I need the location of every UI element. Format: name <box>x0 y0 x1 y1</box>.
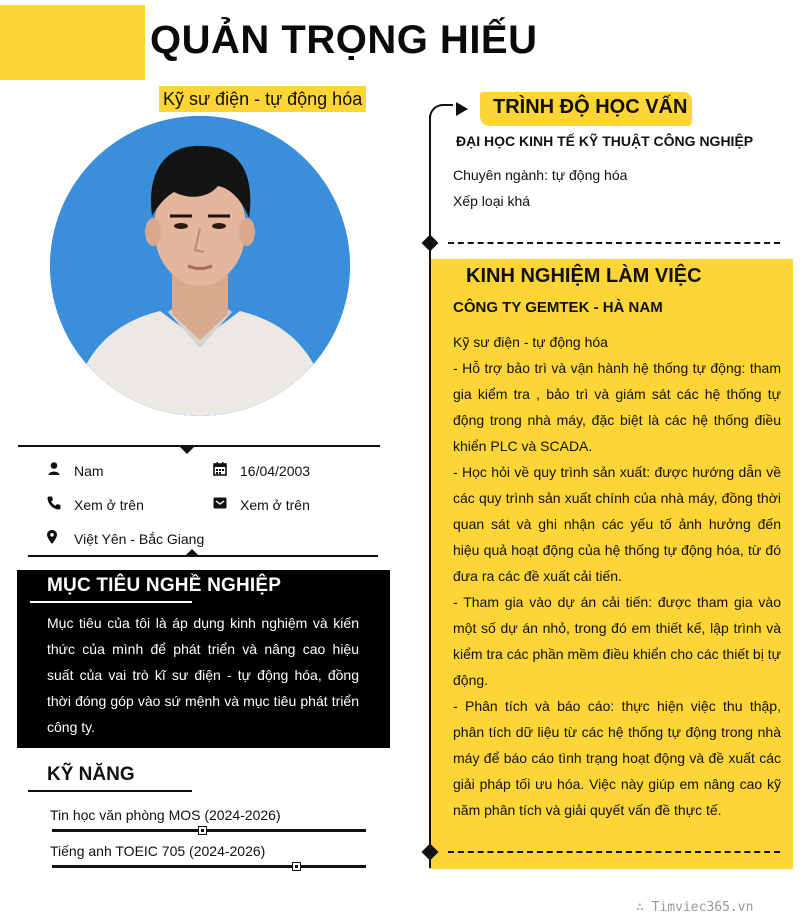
experience-bullet: - Tham gia vào dự án cải tiến: được tham gia vào một số dự án nhỏ, trong đó em thiết kế, lập trình và kiểm tra các phần mềm điều khiển cho các thiết bị tự động. <box>453 594 781 688</box>
timeline-diamond <box>422 235 439 252</box>
address-row <box>44 529 60 550</box>
birthday-row <box>212 461 228 482</box>
skill-label: Tiếng anh TOEIC 705 (2024-2026) <box>50 843 266 859</box>
gender-row <box>46 461 62 482</box>
gender-value: Nam <box>74 463 104 479</box>
calendar-icon <box>212 461 228 477</box>
education-grade: Xếp loại khá <box>453 193 531 209</box>
address-value: Việt Yên - Bắc Giang <box>74 531 205 547</box>
skill-track <box>52 829 366 832</box>
map-marker-icon <box>44 529 60 545</box>
objective-text: Mục tiêu của tôi là áp dụng kinh nghiệm và kiến thức của mình để phát triển và nâng cao hiệu suất của vai trò kĩ sư điện - tự động hóa, đồng thời đóng góp vào sứ mệnh và mục tiêu phát triển công ty. <box>47 615 359 735</box>
education-title: TRÌNH ĐỘ HỌC VẤN <box>493 96 688 118</box>
timeline-line <box>429 115 431 868</box>
experience-company: CÔNG TY GEMTEK - HÀ NAM <box>453 299 663 316</box>
timeline-top-curve <box>429 104 453 120</box>
header-accent-block <box>0 5 145 80</box>
experience-title: KINH NGHIỆM LÀM VIỆC <box>466 265 702 287</box>
envelope-icon <box>212 495 228 511</box>
email-value: Xem ở trên <box>240 497 310 513</box>
objective-title-underline <box>30 601 192 603</box>
candidate-position: Kỹ sư điện - tự động hóa <box>159 86 366 112</box>
experience-description <box>453 329 781 823</box>
info-top-rule <box>18 445 380 447</box>
candidate-name: QUẢN TRỌNG HIẾU <box>150 18 538 62</box>
info-top-pointer <box>180 447 194 454</box>
timeline-arrow-icon <box>456 102 468 116</box>
skill-label: Tin học văn phòng MOS (2024-2026) <box>50 807 281 823</box>
avatar <box>50 116 350 416</box>
watermark-text: Timviec365.vn <box>651 900 754 915</box>
skill-track <box>52 865 366 868</box>
experience-role: Kỹ sư điện - tự động hóa <box>453 334 608 350</box>
phone-value: Xem ở trên <box>74 497 144 513</box>
experience-bullet: - Hỗ trợ bảo trì và vận hành hệ thống tự động: tham gia kiểm tra , bảo trì và giám sát các hệ thống tự động trong nhà máy, đặc biệt là các hệ thống điều khiển PLC và SCADA. <box>453 360 781 454</box>
education-school: ĐẠI HỌC KINH TẾ KỸ THUẬT CÔNG NGHIỆP <box>456 133 754 149</box>
experience-bullet: - Phân tích và báo cáo: thực hiện việc thu thập, phân tích dữ liệu từ các hệ thống tự động trong nhà máy để báo cáo tình trạng hoạt động và đề xuất các giải pháp tối ưu hóa. Việc này giúp em nâng cao kỹ năm phân tích và giải quyết vấn đề thực tế. <box>453 698 781 818</box>
info-bottom-rule <box>28 555 378 557</box>
objective-title: MỤC TIÊU NGHỀ NGHIỆP <box>47 575 282 596</box>
objective-section <box>17 570 390 748</box>
birthday-value: 16/04/2003 <box>240 463 311 479</box>
education-major: Chuyên ngành: tự động hóa <box>453 167 628 183</box>
user-icon <box>46 461 62 477</box>
education-divider <box>448 242 780 244</box>
phone-icon <box>46 495 62 511</box>
skill-level-knob <box>292 862 301 871</box>
watermark: ∴ Timviec365.vn <box>636 900 754 915</box>
skills-title-underline <box>28 790 192 792</box>
email-row <box>212 495 228 516</box>
experience-divider <box>448 851 780 853</box>
phone-row <box>46 495 62 516</box>
skills-title: KỸ NĂNG <box>47 764 135 785</box>
skill-level-knob <box>198 826 207 835</box>
avatar-photo <box>50 116 350 416</box>
experience-bullet: - Học hỏi về quy trình sản xuất: được hướng dẫn về các quy trình sản xuất chính của nhà máy, đồng thời quan sát và ghi nhận các yếu tố ảnh hưởng đến hiệu quả hoạt động của hệ thống tự động hóa, từ đó đưa ra các đề xuất cải tiến. <box>453 464 781 584</box>
